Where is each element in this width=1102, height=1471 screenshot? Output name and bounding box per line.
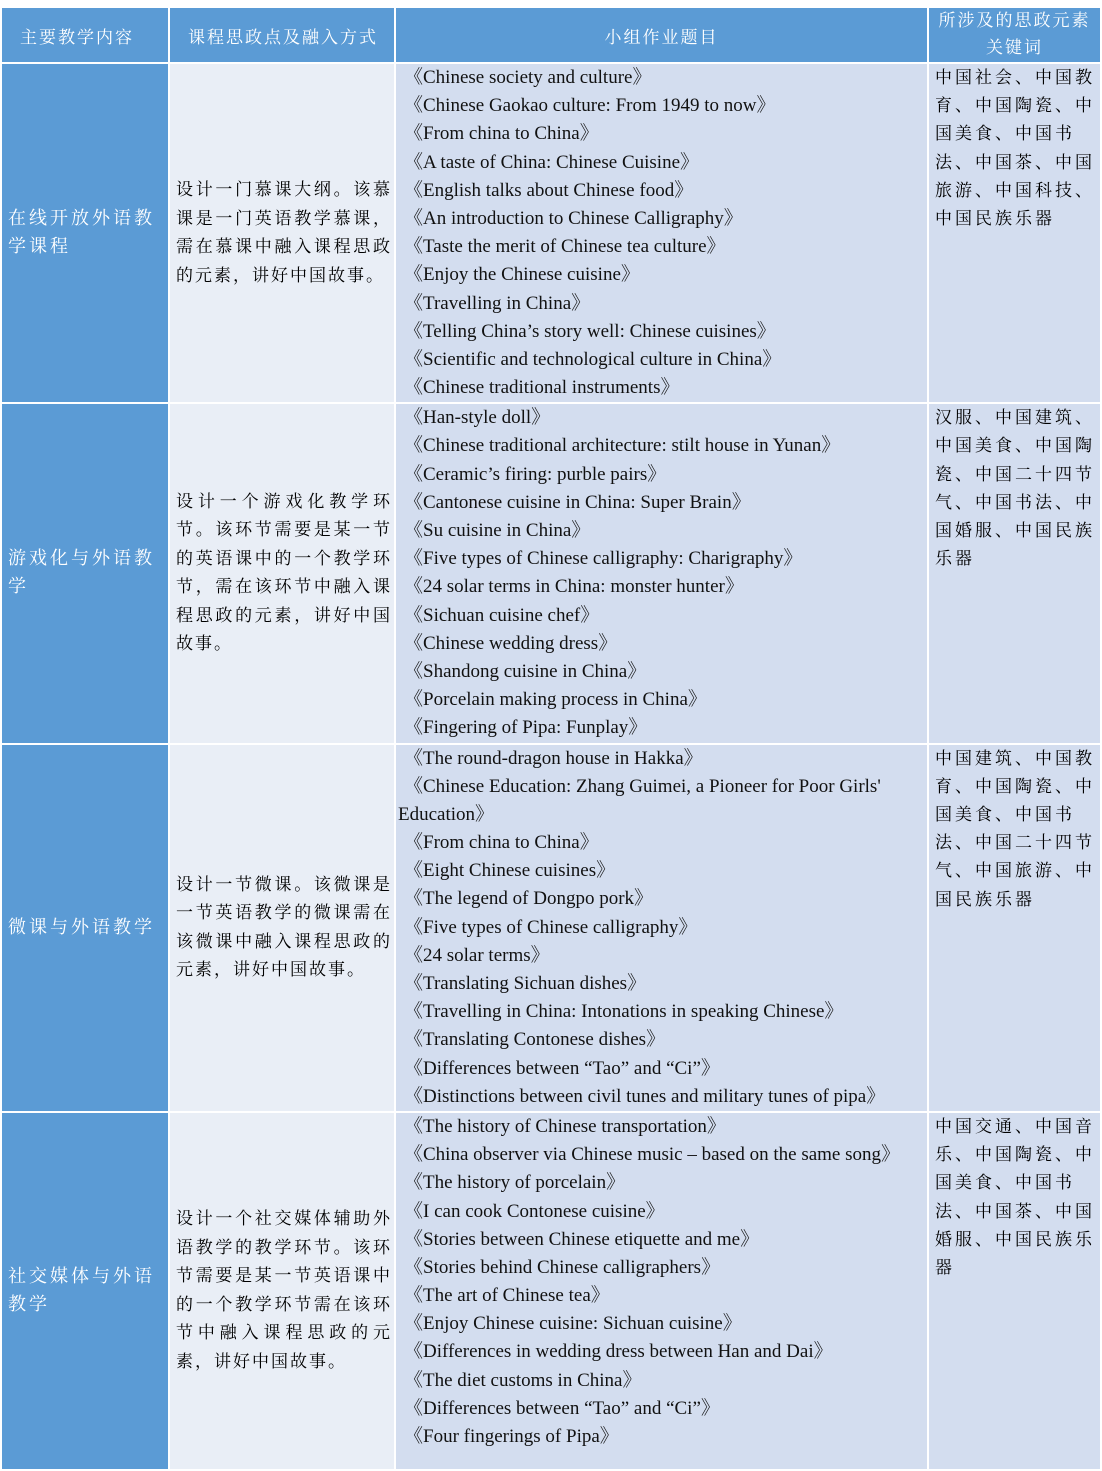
topic-item: 《The legend of Dongpo pork》 [404, 888, 654, 910]
topic-item: 《The history of porcelain》 [404, 1172, 626, 1194]
description-cell: 设计一个游戏化教学环节。该环节需要是某一节的英语课中的一个教学环节，需在该环节中融入课程思政的元素，讲好中国故事。 [169, 403, 395, 743]
topic-item: 《From china to China》 [404, 832, 599, 854]
topic-item: 《Enjoy Chinese cuisine: Sichuan cuisine》 [404, 1313, 742, 1335]
topic-item: 《Su cuisine in China》 [404, 520, 591, 541]
topic-item: 《Han-style doll》 [404, 407, 551, 429]
header-group-assignment: 小组作业题目 [395, 7, 928, 63]
topic-item: 《Taste the merit of Chinese tea culture》 [404, 236, 726, 258]
topic-item: 《China observer via Chinese music – based on the same song》 [404, 1144, 901, 1166]
topic-item: 《Eight Chinese cuisines》 [404, 860, 616, 882]
header-row [1, 7, 1101, 63]
topic-item: 《Cantonese cuisine in China: Super Brain》 [404, 491, 751, 513]
table-row [1, 63, 1101, 403]
topic-item: 《Travelling in China: Intonations in speaking Chinese》 [404, 1001, 844, 1023]
table-row [1, 403, 1101, 743]
topic-item: 《Distinctions between civil tunes and military tunes of pipa》 [404, 1085, 886, 1107]
topic-item: 《A taste of China: Chinese Cuisine》 [404, 151, 700, 173]
topic-item: 《Porcelain making process in China》 [404, 689, 707, 711]
keywords-cell: 汉服、中国建筑、中国美食、中国陶瓷、中国二十四节气、中国书法、中国婚服、中国民族乐器 [928, 403, 1101, 743]
topic-item: 《The art of Chinese tea》 [404, 1285, 610, 1307]
topic-item: 《English talks about Chinese food》 [404, 179, 694, 201]
topic-item: 《Translating Sichuan dishes》 [404, 973, 647, 994]
topic-item: 《The history of Chinese transportation》 [404, 1115, 726, 1137]
topic-item: 《The round-dragon house in Hakka》 [404, 747, 703, 769]
topic-item: 《Differences between “Tao” and “Ci”》 [404, 1057, 720, 1079]
category-cell: 在线开放外语教学课程 [1, 63, 169, 403]
topic-item: 《The diet customs in China》 [404, 1369, 642, 1391]
topic-item: 《Chinese traditional instruments》 [404, 377, 680, 399]
topic-item: 《From china to China》 [404, 123, 599, 145]
curriculum-table [0, 6, 1102, 1471]
topics-cell [395, 63, 928, 403]
category-cell: 游戏化与外语教学 [1, 403, 169, 743]
table-row [1, 1112, 1101, 1470]
topics-cell [395, 1112, 928, 1470]
topic-item: 《Enjoy the Chinese cuisine》 [404, 264, 640, 286]
topic-item: 《24 solar terms》 [404, 944, 550, 966]
topic-item: 《Shandong cuisine in China》 [404, 660, 647, 682]
description-cell: 设计一门慕课大纲。该慕课是一门英语教学慕课，需在慕课中融入课程思政的元素，讲好中国故事。 [169, 63, 395, 403]
topic-item: 《Four fingerings of Pipa》 [404, 1426, 619, 1447]
header-ideology-method: 课程思政点及融入方式 [169, 7, 395, 63]
topic-item: 《Stories behind Chinese calligraphers》 [404, 1256, 721, 1278]
topic-item-continued: Education》 [398, 803, 495, 825]
description-cell: 设计一个社交媒体辅助外语教学的教学环节。该环节需要是某一节英语课中的一个教学环节需在该环节中融入课程思政的元素，讲好中国故事。 [169, 1112, 395, 1470]
keywords-cell: 中国社会、中国教育、中国陶瓷、中国美食、中国书法、中国茶、中国旅游、中国科技、中国民族乐器 [928, 63, 1101, 403]
topic-item: 《Chinese Gaokao culture: From 1949 to now》 [404, 95, 776, 117]
topic-item: 《Chinese Education: Zhang Guimei, a Pioneer for Poor Girls' [404, 775, 881, 797]
header-keywords: 所涉及的思政元素关键词 [928, 7, 1101, 63]
header-main-content: 主要教学内容 [1, 7, 169, 63]
topics-cell [395, 403, 928, 743]
keywords-cell: 中国交通、中国音乐、中国陶瓷、中国美食、中国书法、中国茶、中国婚服、中国民族乐器 [928, 1112, 1101, 1470]
topics-cell [395, 744, 928, 1112]
table-row [1, 744, 1101, 1112]
topic-item: 《24 solar terms in China: monster hunter》 [404, 576, 744, 598]
topic-item: 《Travelling in China》 [404, 292, 591, 314]
topic-item: 《Differences between “Tao” and “Ci”》 [404, 1397, 720, 1419]
description-cell: 设计一节微课。该微课是一节英语教学的微课需在该微课中融入课程思政的元素，讲好中国故事。 [169, 744, 395, 1112]
category-cell: 社交媒体与外语教学 [1, 1112, 169, 1470]
keywords-cell: 中国建筑、中国教育、中国陶瓷、中国美食、中国书法、中国二十四节气、中国旅游、中国民族乐器 [928, 744, 1101, 1112]
topic-item: 《Chinese traditional architecture: stilt house in Yunan》 [404, 435, 841, 457]
topic-item: 《Differences in wedding dress between Han and Dai》 [404, 1341, 833, 1363]
topic-item: 《I can cook Contonese cuisine》 [404, 1200, 665, 1222]
topic-item: 《Five types of Chinese calligraphy》 [404, 916, 698, 938]
topic-item: 《Chinese society and culture》 [404, 67, 652, 88]
topic-item: 《Chinese wedding dress》 [404, 632, 618, 654]
topic-item: 《Telling China’s story well: Chinese cuisines》 [404, 320, 776, 342]
topic-item: 《Stories between Chinese etiquette and me》 [404, 1228, 760, 1250]
topic-item: 《Fingering of Pipa: Funplay》 [404, 717, 648, 739]
topic-item: 《Translating Contonese dishes》 [404, 1029, 666, 1051]
topic-item: 《Ceramic’s firing: purble pairs》 [404, 463, 667, 485]
topic-item: 《Scientific and technological culture in China》 [404, 348, 782, 370]
topic-item: 《Five types of Chinese calligraphy: Charigraphy》 [404, 548, 803, 570]
topic-item: 《Sichuan cuisine chef》 [404, 604, 600, 626]
topic-item: 《An introduction to Chinese Calligraphy》 [404, 207, 743, 229]
category-cell: 微课与外语教学 [1, 744, 169, 1112]
